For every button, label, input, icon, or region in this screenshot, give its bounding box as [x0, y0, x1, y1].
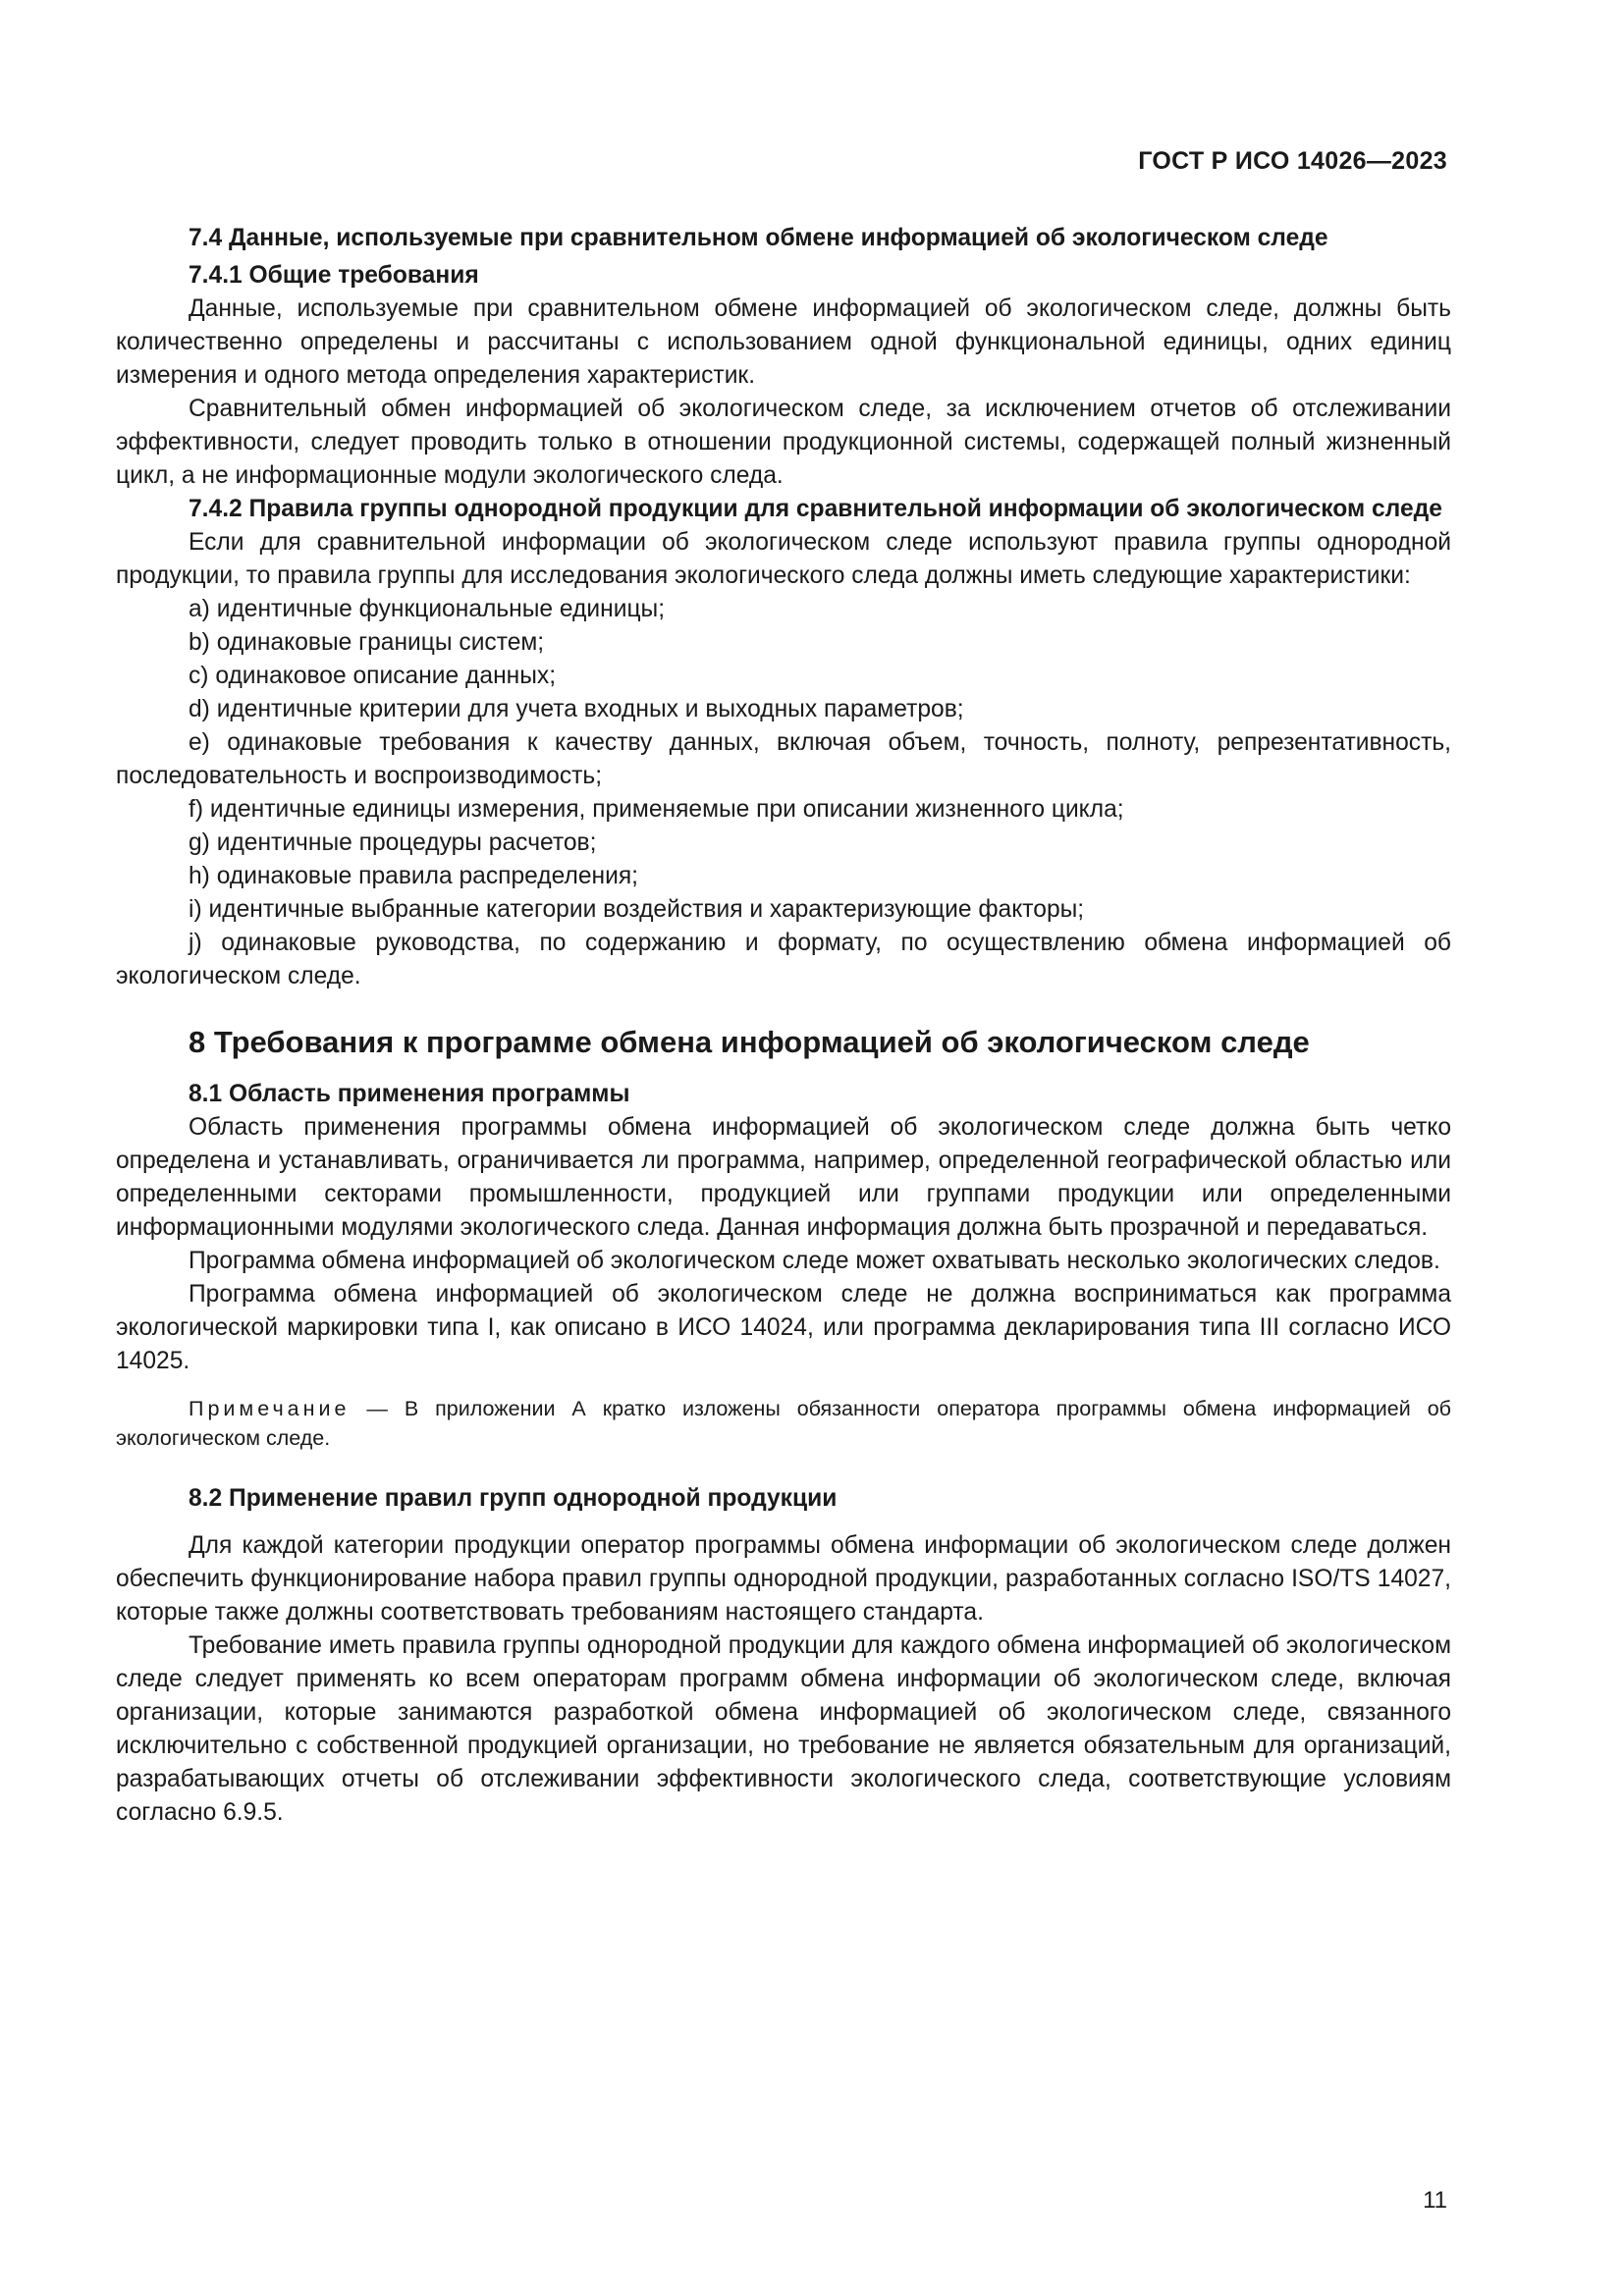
paragraph: Данные, используемые при сравнительном обмене информацией об экологическом следе, должны быть количественно определены и рассчитаны с использованием одной функциональной единицы, одних единиц измерения и одного метода определения характеристик.: [116, 295, 1451, 389]
list-item: h) одинаковые правила распределения;: [189, 863, 638, 889]
list-item: c) одинаковое описание данных;: [189, 663, 557, 689]
document-header: ГОСТ Р ИСО 14026—2023: [1138, 147, 1447, 175]
list-item: b) одинаковые границы систем;: [189, 629, 545, 656]
paragraph: Если для сравнительной информации об экологическом следе используют правила группы однородной продукции, то правила группы для исследования экологического следа должны иметь следующие характеристики:: [116, 529, 1451, 589]
document-body: [116, 222, 1451, 1830]
note: [116, 1394, 1451, 1453]
section-7-4-2-heading: 7.4.2 Правила группы однородной продукции для сравнительной информации об экологическом следе: [189, 496, 1442, 522]
section-8-heading: 8 Требования к программе обмена информацией об экологическом следе: [189, 1025, 1310, 1059]
list-item: j) одинаковые руководства, по содержанию и формату, по осуществлению обмена информацией об экологическом следе.: [116, 930, 1451, 989]
paragraph: Программа обмена информацией об экологическом следе может охватывать несколько экологических следов.: [189, 1248, 1440, 1274]
page-number: 11: [1423, 2187, 1447, 2214]
section-8-2-heading: 8.2 Применение правил групп однородной продукции: [189, 1485, 838, 1512]
list-item: f) идентичные единицы измерения, применяемые при описании жизненного цикла;: [189, 796, 1124, 823]
section-8-1-heading: 8.1 Область применения программы: [189, 1081, 630, 1107]
section-7-4-1-heading: 7.4.1 Общие требования: [189, 262, 479, 289]
paragraph: Область применения программы обмена информацией об экологическом следе должна быть четко определена и устанавливать, ограничивается ли программа, например, определенной географической областью или определенными секторами промышленности, продукцией или группами продукции или определенными информационными модулями экологического следа. Данная информация должна быть прозрачной и передаваться.: [116, 1114, 1451, 1241]
note-label: Примечание: [189, 1397, 351, 1420]
section-7-4-heading: 7.4 Данные, используемые при сравнительном обмене информацией об экологическом следе: [189, 225, 1328, 251]
paragraph: Требование иметь правила группы однородной продукции для каждого обмена информацией об экологическом следе следует применять ко всем операторам программ обмена информации об экологическом следе, включая организации, которые занимаются разработкой обмена информацией об экологическом следе, связанного исключительно с собственной продукцией организации, но требование не является обязательным для организаций, разрабатывающих отчеты об отслеживании эффективности экологического следа, соответствующие условиям согласно 6.9.5.: [116, 1632, 1451, 1826]
paragraph: Программа обмена информацией об экологическом следе не должна восприниматься как программа экологической маркировки типа I, как описано в ИСО 14024, или программа декларирования типа III согласно ИСО 14025.: [116, 1281, 1451, 1374]
paragraph: Для каждой категории продукции оператор программы обмена информации об экологическом следе должен обеспечить функционирование набора правил группы однородной продукции, разработанных согласно ISO/TS 14027, которые также должны соответствовать требованиям настоящего стандарта.: [116, 1532, 1451, 1626]
list-item: a) идентичные функциональные единицы;: [189, 596, 666, 622]
list-item: g) идентичные процедуры расчетов;: [189, 829, 597, 856]
paragraph: Сравнительный обмен информацией об экологическом следе, за исключением отчетов об отслеживании эффективности, следует проводить только в отношении продукционной системы, содержащей полный жизненный цикл, а не информационные модули экологического следа.: [116, 396, 1451, 489]
list-item: e) одинаковые требования к качеству данных, включая объем, точность, полноту, репрезентативность, последовательность и воспроизводимость;: [116, 729, 1451, 789]
note-text: — В приложении А кратко изложены обязанности оператора программы обмена информацией об экологическом следе.: [116, 1397, 1451, 1450]
list-item: i) идентичные выбранные категории воздействия и характеризующие факторы;: [189, 896, 1085, 923]
list-item: d) идентичные критерии для учета входных и выходных параметров;: [189, 696, 964, 722]
